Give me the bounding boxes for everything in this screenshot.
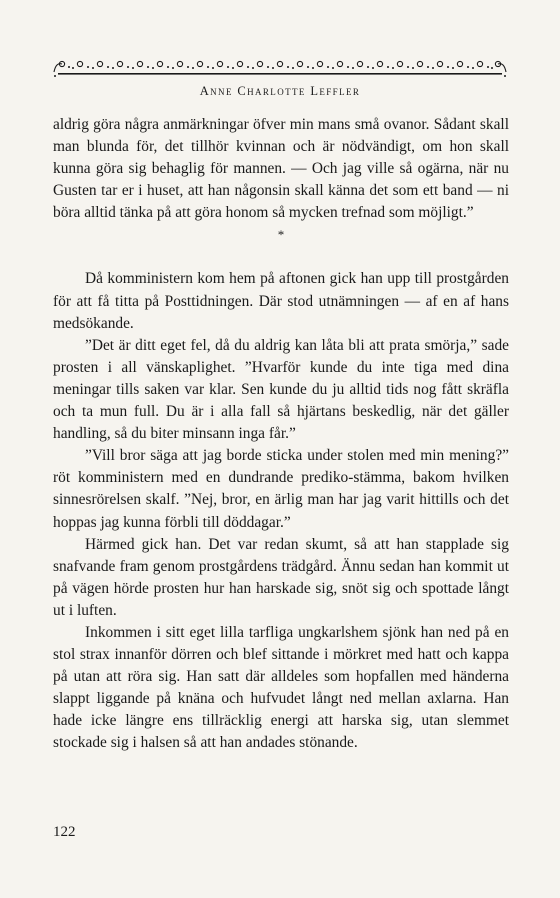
paragraph: Då komministern kom hem på aftonen gick han upp till prostgården för att få titta på Posttidningen. Där stod utnämningen — af en af hans medsökande. [53,270,509,332]
section-break-asterisk: * [277,227,285,243]
running-head: Anne Charlotte Leffler [199,84,361,98]
body-text [53,114,509,755]
paragraph: ”Vill bror säga att jag borde sticka under stolen med min mening?” röt komministern med en dundrande prediko-stämma, bakom hvilken sinnesrörelsen skalf. ”Nej, bror, en ärlig man har jag varit hittills och det hoppas jag kunna förbli till döddagar.” [53,447,509,531]
paragraph: Inkommen i sitt eget lilla tarfliga ungkarlshem sjönk han ned på en stol strax innanför dörren och blef sittande i mörkret med hatt och kappa på utan att röra sig. Han satt där alldeles som hopfallen med händerna slappt liggande på knäna och hufvudet långt ned mellan axlarna. Han hade icke längre ens tillräcklig energi att harska sig, utan slemmet stockade sig i halsen så att han andades stönande. [53,623,509,752]
page-number: 122 [53,824,76,840]
ornamental-header-rule [52,58,508,82]
paragraph: Härmed gick han. Det var redan skumt, så att han stapplade sig snafvande fram genom prostgårdens trädgård. Ännu sedan han kommit ut på vägen hörde prosten hur han harskade sig, snöt sig och spottade långt ut i luften. [53,535,509,619]
paragraph: ”Det är ditt eget fel, då du aldrig kan låta bli att prata smörja,” sade prosten i all vänskaplighet. ”Hvarför kunde du inte tiga med dina meningar tills saken var klar. Sen kunde du ju alltid tids nog fått skräfla och ta mun full. Du är i alla fall så hjärtans beskedlig, när det gäller handling, så du biter minsann inga får.” [53,336,509,443]
paragraph-continued: aldrig göra några anmärkningar öfver min mans små ovanor. Sådant skall man blunda för, det tillhör kvinnan och är nödvändigt, om hon skall kunna göra sig behaglig för mannen. — Och jag ville så ogärna, när nu Gusten tar er i huset, att han någonsin skall känna det som ett band — ni böra alltid tänka på att göra honom så mycken trefnad som möjligt.” [53,116,509,222]
